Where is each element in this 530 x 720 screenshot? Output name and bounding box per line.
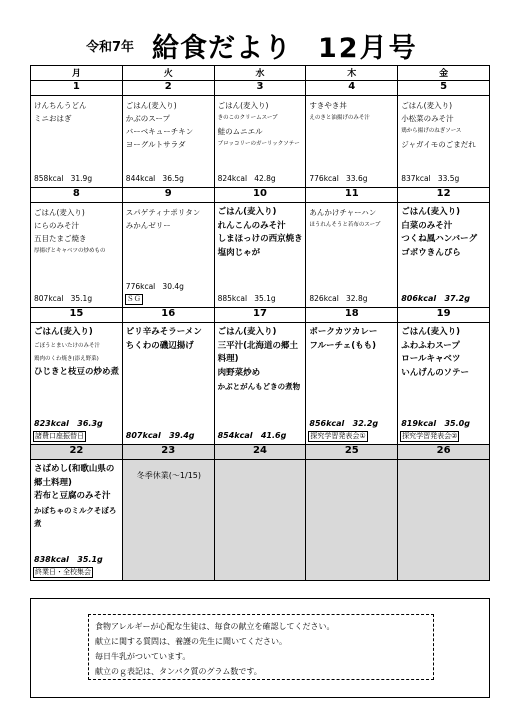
dish: ごはん(麦入り) [401, 207, 460, 217]
page-title: 給食だより [152, 33, 292, 64]
event-badge: 探究学習発表会① [310, 432, 366, 440]
dish: ふわふわスープ [401, 340, 460, 351]
nutrition [34, 419, 103, 428]
dish: 厚揚げとキャベツの炒めもの [34, 248, 106, 254]
dish: さばめし(和歌山県の郷土料理) [34, 464, 115, 488]
date-number: 9 [122, 188, 214, 203]
dish: ゴボウきんぴら [401, 247, 461, 258]
weekday-thu: 木 [306, 66, 398, 81]
date-number: 11 [306, 188, 398, 203]
day-cell [31, 460, 123, 581]
date-number: 5 [398, 81, 490, 96]
dish: えのきと油揚げのみそ汁 [309, 115, 370, 121]
dish: 三平汁(北海道の郷土料理) [217, 340, 298, 364]
note-line: 献立のｇ表記は、タンパク質のグラム数です。 [95, 667, 262, 676]
protein: 35.1g [70, 294, 93, 303]
dish: バーベキューチキン [125, 127, 194, 136]
kcal: 854kcal [217, 431, 253, 440]
day-cell [122, 323, 214, 445]
kcal: 823kcal [34, 419, 69, 428]
weekday-fri: 金 [398, 66, 490, 81]
dish: 白菜のみそ汁 [401, 220, 453, 231]
dish: ブロッコリーのガーリックソテー [217, 141, 300, 147]
day-cell [122, 203, 214, 308]
date-number: 22 [31, 445, 123, 460]
date-number: 4 [306, 81, 398, 96]
nutrition [126, 282, 184, 291]
kcal: 806kcal [401, 294, 437, 303]
week-2-date-row [31, 188, 490, 203]
dish: かぶのスープ [125, 114, 171, 123]
protein: 36.3g [77, 419, 103, 428]
day-cell [31, 96, 123, 188]
nutrition [309, 294, 367, 303]
dish: あんかけチャーハン [309, 208, 377, 217]
kcal: 838kcal [34, 555, 69, 564]
dish: ポークカツカレー [309, 327, 378, 337]
dish: つくね風ハンバーグ [401, 234, 478, 244]
kcal: 856kcal [309, 419, 345, 428]
date-number: 3 [214, 81, 306, 96]
kcal: 837kcal [401, 174, 431, 183]
kcal: 807kcal [125, 431, 161, 440]
dish: フルーチェ(もも) [309, 340, 377, 351]
holiday-cell [214, 460, 306, 581]
day-cell [31, 323, 123, 445]
dish: 鮭のムニエル [217, 127, 263, 136]
protein: 32.8g [346, 294, 368, 303]
day-cell [214, 96, 306, 188]
dish: みかんゼリー [125, 221, 171, 230]
date-number: 23 [122, 445, 214, 460]
kcal: 824kcal [217, 174, 248, 183]
dish: ひじきと枝豆の炒め煮 [34, 366, 120, 377]
protein: 37.2g [444, 294, 470, 303]
day-cell [398, 323, 490, 445]
nutrition [34, 174, 92, 183]
notes-box [88, 614, 434, 680]
dish: 肉野菜炒め [217, 367, 261, 378]
kcal: 885kcal [217, 294, 248, 303]
protein: 35.1g [77, 555, 103, 564]
nutrition [126, 431, 195, 440]
kcal: 807kcal [34, 294, 64, 303]
holiday-cell [398, 460, 490, 581]
day-cell [398, 203, 490, 308]
dish: ごぼうとまいたけのみそ汁 [34, 342, 101, 349]
event-badge: ＳＧ [126, 295, 141, 303]
kcal: 826kcal [309, 294, 339, 303]
week-3-menu-row [31, 323, 490, 445]
nutrition [309, 174, 367, 183]
dish: ごはん(麦入り) [34, 327, 93, 337]
dish: ヨーグルトサラダ [125, 140, 186, 149]
kcal: 858kcal [34, 174, 64, 183]
dish: かぼちゃのミルクそぼろ煮 [34, 505, 117, 528]
date-number: 19 [398, 308, 490, 323]
holiday-cell [306, 460, 398, 581]
notes-section [30, 598, 490, 698]
holiday-cell [122, 460, 214, 581]
dish: 五目たまご焼き [34, 234, 87, 243]
day-cell [31, 203, 123, 308]
event-badge: 諸費口座振替日 [35, 432, 84, 440]
protein: 35.1g [254, 294, 276, 303]
date-number: 25 [306, 445, 398, 460]
week-1-menu-row [31, 96, 490, 188]
winter-break-note: 冬季休業(～1/15) [136, 471, 202, 480]
kcal: 819kcal [401, 419, 437, 428]
protein: 42.8g [254, 174, 276, 183]
weekday-header-row [31, 66, 490, 81]
week-1-date-row [31, 81, 490, 96]
protein: 36.5g [162, 174, 184, 183]
note-line: 献立に関する質問は、養護の先生に聞いてください。 [95, 637, 287, 646]
date-number: 8 [31, 188, 123, 203]
day-cell [214, 203, 306, 308]
day-cell [214, 323, 306, 445]
dish: ごはん(麦入り) [217, 327, 277, 337]
dish: ピリ辛みそラーメン [125, 327, 202, 337]
dish: にらのみそ汁 [34, 221, 79, 230]
dish: ごはん(麦入り) [217, 207, 277, 217]
kcal: 844kcal [125, 174, 156, 183]
dish: ちくわの磯辺揚げ [125, 340, 194, 351]
dish: 鶏から揚げのねぎソース [401, 128, 462, 134]
day-cell [306, 323, 398, 445]
date-number: 2 [122, 81, 214, 96]
weekday-tue: 火 [122, 66, 214, 81]
dish: 小松菜のみそ汁 [401, 114, 454, 123]
week-4-menu-row [31, 460, 490, 581]
date-number: 26 [398, 445, 490, 460]
date-number: 15 [31, 308, 123, 323]
title-bar [0, 24, 530, 64]
dish: ごはん(麦入り) [34, 208, 85, 217]
nutrition [401, 419, 470, 428]
dish: ごはん(麦入り) [401, 327, 460, 337]
protein: 30.4g [162, 282, 184, 291]
protein: 39.4g [169, 431, 195, 440]
protein: 31.9g [70, 174, 93, 183]
event-badge: 終業日・全校集会 [35, 568, 91, 576]
protein: 35.0g [444, 419, 470, 428]
date-number: 18 [306, 308, 398, 323]
event-badge: 探究学習発表会② [402, 432, 458, 440]
nutrition [218, 431, 287, 440]
weekday-mon: 月 [31, 66, 123, 81]
dish: 若布と豆腐のみそ汁 [34, 491, 111, 501]
nutrition [126, 174, 184, 183]
nutrition [34, 294, 92, 303]
dish: すきやき丼 [309, 101, 347, 110]
dish: ほうれんそうと若布のスープ [309, 222, 381, 228]
date-number: 24 [214, 445, 306, 460]
day-cell [398, 96, 490, 188]
nutrition [309, 419, 378, 428]
kcal: 776kcal [309, 174, 339, 183]
protein: 33.6g [346, 174, 368, 183]
kcal: 776kcal [125, 282, 156, 291]
protein: 32.2g [352, 419, 379, 428]
day-cell [122, 96, 214, 188]
dish: スパゲティナポリタン [125, 208, 201, 217]
note-line: 食物アレルギーが心配な生徒は、毎食の献立を確認してください。 [95, 622, 335, 631]
date-number: 10 [214, 188, 306, 203]
dish: ごはん(麦入り) [401, 101, 453, 110]
day-cell [306, 96, 398, 188]
era-label: 令和7年 [86, 40, 135, 55]
week-4-date-row [31, 445, 490, 460]
dish: ごはん(麦入り) [217, 101, 269, 110]
dish: ごはん(麦入り) [125, 101, 177, 110]
dish: 鶏肉のくわ焼き(添え野菜) [34, 355, 99, 362]
nutrition [401, 174, 459, 183]
dish: ジャガイモのごまだれ [401, 140, 476, 149]
week-2-menu-row [31, 203, 490, 308]
weekday-wed: 水 [214, 66, 306, 81]
note-line: 毎日牛乳がついています。 [95, 652, 191, 661]
week-3-date-row [31, 308, 490, 323]
date-number: 1 [31, 81, 123, 96]
dish: きのこのクリームスープ [217, 115, 278, 121]
nutrition [218, 294, 276, 303]
protein: 41.6g [260, 431, 287, 440]
issue-label: 12月号 [318, 33, 418, 64]
dish: れんこんのみそ汁 [217, 220, 286, 231]
dish: しまほっけの西京焼き [217, 234, 303, 244]
nutrition [218, 174, 276, 183]
nutrition [34, 555, 103, 564]
menu-calendar [30, 65, 490, 581]
date-number: 12 [398, 188, 490, 203]
dish: けんちんうどん [34, 101, 87, 110]
dish: いんげんのソテー [401, 367, 470, 378]
date-number: 16 [122, 308, 214, 323]
dish: 塩肉じゃが [217, 247, 261, 258]
protein: 33.5g [437, 174, 460, 183]
dish: かぶとがんもどきの煮物 [217, 382, 301, 391]
date-number: 17 [214, 308, 306, 323]
dish: ロールキャベツ [401, 354, 461, 364]
dish: ミニおはぎ [34, 114, 72, 123]
day-cell [306, 203, 398, 308]
nutrition [401, 294, 470, 303]
